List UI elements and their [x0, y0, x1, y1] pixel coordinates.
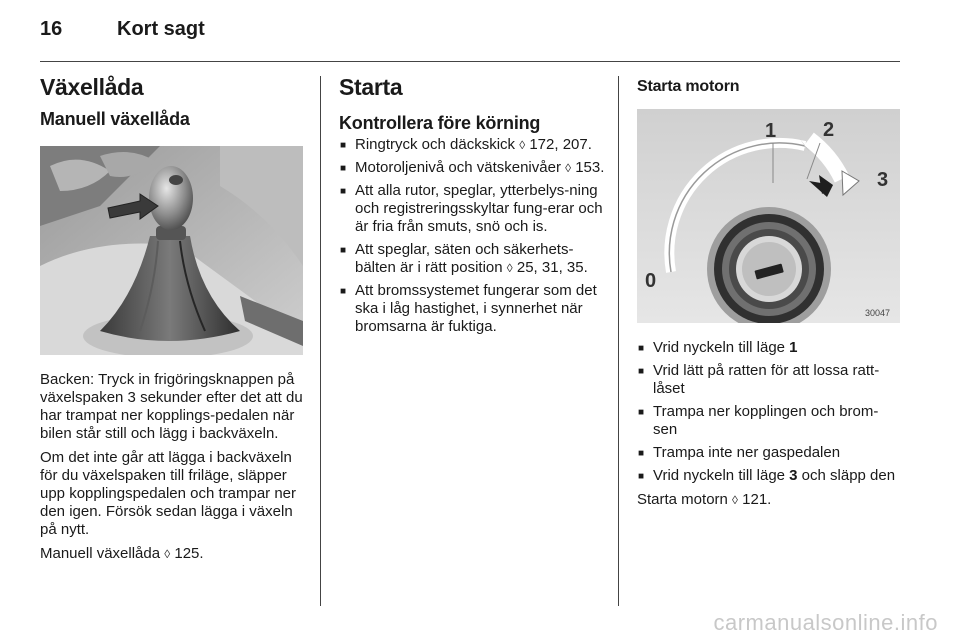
page-ref-icon: ◊ — [565, 161, 572, 175]
ignition-switch-figure — [637, 109, 900, 323]
list-item: ■ Ringtryck och däckskick ◊ 172, 207. — [340, 136, 592, 153]
position-label-3: 3 — [877, 169, 889, 191]
section-heading-start-engine: Starta motorn — [637, 78, 740, 95]
page-header — [40, 18, 205, 41]
gear-lever-photo — [40, 146, 303, 355]
pre-drive-checklist — [339, 136, 605, 336]
right-column — [637, 78, 901, 96]
list-item: ■ Vrid lätt på ratten för att lossa ratt-låset — [638, 362, 880, 397]
right-body — [637, 339, 901, 515]
section-heading-gearbox: Växellåda — [40, 74, 144, 100]
retry-paragraph: Om det inte går att lägga i backväxeln för du växelspaken till friläge, släpper upp kopplingspedalen och trampar ner den igen. Försök sedan lägga i växeln på nytt. — [40, 449, 297, 538]
header-rule — [40, 61, 900, 62]
bullet-icon: ■ — [340, 140, 347, 151]
list-item: ■ Motoroljenivå och vätskenivåer ◊ 153. — [340, 159, 605, 176]
bullet-icon: ■ — [638, 471, 645, 482]
list-item: ■ Att alla rutor, speglar, ytterbelys-ning och registreringsskyltar fung-erar och är fria från smuts, snö och is. — [340, 182, 603, 235]
bullet-icon: ■ — [638, 448, 645, 459]
bullet-icon: ■ — [340, 163, 347, 174]
bullet-icon: ■ — [340, 286, 347, 297]
column-divider-1 — [320, 76, 321, 606]
left-column — [40, 74, 304, 132]
start-engine-reference: Starta motorn ◊ 121. — [637, 491, 772, 508]
middle-column — [339, 74, 605, 341]
left-body — [40, 371, 304, 569]
figure-code: 30047 — [865, 308, 891, 318]
bullet-icon: ■ — [340, 186, 347, 197]
manual-gearbox-reference: Manuell växellåda ◊ 125. — [40, 545, 204, 562]
subheading-manual-gearbox: Manuell växellåda — [40, 109, 190, 129]
list-item: ■ Vrid nyckeln till läge 3 och släpp den — [638, 467, 896, 484]
list-item: ■ Trampa ner kopplingen och brom-sen — [638, 403, 879, 438]
subheading-pre-drive-check: Kontrollera före körning — [339, 113, 541, 133]
chapter-title: Kort sagt — [117, 18, 205, 40]
bullet-icon: ■ — [638, 366, 645, 377]
reverse-gear-paragraph: Backen: Tryck in frigöringsknappen på växelspaken 3 sekunder efter det att du har trampat ner kopplings-pedalen när bilen står still och lägg i backväxeln. — [40, 371, 303, 442]
start-engine-steps — [637, 339, 901, 485]
position-label-2: 2 — [823, 119, 835, 141]
page-ref-icon: ◊ — [164, 547, 171, 561]
page-ref-icon: ◊ — [506, 261, 513, 275]
page-ref-icon: ◊ — [732, 493, 738, 507]
bullet-icon: ■ — [340, 245, 347, 256]
list-item: ■ Att bromssystemet fungerar som det ska i låg hastighet, i synnerhet när bromsarna är fuktiga. — [340, 282, 597, 335]
bullet-icon: ■ — [638, 407, 645, 418]
page-number: 16 — [40, 18, 63, 40]
watermark: carmanualsonline.info — [713, 610, 938, 635]
list-item: ■ Trampa inte ner gaspedalen — [638, 444, 841, 461]
list-item: ■ Att speglar, säten och säkerhets-bälten är i rätt position ◊ 25, 31, 35. — [340, 241, 588, 276]
position-label-1: 1 — [765, 120, 777, 142]
page-ref-icon: ◊ — [519, 138, 526, 152]
list-item: ■ Vrid nyckeln till läge 1 — [638, 339, 798, 356]
position-label-0: 0 — [645, 270, 657, 292]
column-divider-2 — [618, 76, 619, 606]
section-heading-start: Starta — [339, 74, 403, 100]
bullet-icon: ■ — [638, 343, 645, 354]
